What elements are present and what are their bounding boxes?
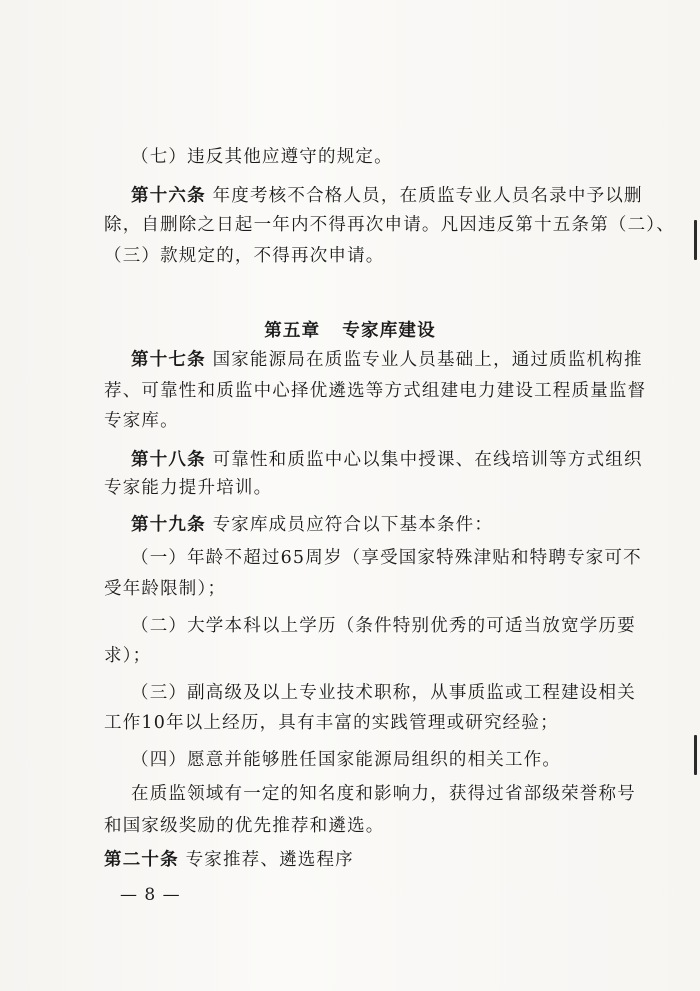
- item-one-line-2: 受年龄限制）；: [104, 579, 227, 599]
- binder-mark-top: [694, 220, 697, 260]
- article-19-title: 第十九条: [131, 515, 206, 535]
- article-19-line-1: [131, 514, 493, 536]
- article-18-title: 第十八条: [131, 450, 206, 470]
- article-16-line-3: （三）款规定的，不得再次申请。: [104, 246, 385, 266]
- article-18-line-1: [131, 449, 643, 471]
- article-18-text: 可靠性和质监中心以集中授课、在线培训等方式组织: [212, 450, 643, 470]
- article-19-text: 专家库成员应符合以下基本条件：: [212, 515, 494, 535]
- paragraph-line-2: 和国家级奖励的优先推荐和遴选。: [104, 816, 385, 836]
- article-16-line-2: 除，自删除之日起一年内不得再次申请。凡因违反第十五条第（二）、: [104, 215, 675, 235]
- chapter-title: [0, 317, 700, 342]
- paragraph-line-1: 在质监领域有一定的知名度和影响力，获得过省部级荣誉称号: [131, 784, 636, 804]
- article-17-text: 国家能源局在质监专业人员基础上，通过质监机构推: [212, 350, 643, 370]
- item-three-line-1: （三）副高级及以上专业技术职称，从事质监或工程建设相关: [131, 683, 636, 703]
- article-17-line-1: [131, 349, 643, 371]
- item-four-line-1: （四）愿意并能够胜任国家能源局组织的相关工作。: [131, 750, 562, 770]
- item-two-line-1: （二）大学本科以上学历（条件特别优秀的可适当放宽学历要: [131, 616, 636, 636]
- article-20-title: 第二十条: [104, 850, 179, 870]
- chapter-name: 专家库建设: [342, 321, 436, 341]
- item-one-line-1: （一）年龄不超过65周岁（享受国家特殊津贴和特聘专家可不: [131, 548, 642, 568]
- item-two-line-2: 求）；: [104, 646, 152, 666]
- chapter-number: 第五章: [264, 321, 321, 341]
- article-18-line-2: 专家能力提升培训。: [104, 478, 273, 498]
- article-20-text: 专家推荐、遴选程序: [185, 850, 354, 870]
- page-number: — 8 —: [120, 885, 181, 905]
- binder-mark-bottom: [694, 735, 697, 775]
- article-20-line-1: [104, 849, 354, 871]
- article-16-title: 第十六条: [131, 186, 206, 206]
- article-17-title: 第十七条: [131, 350, 206, 370]
- article-17-line-3: 专家库。: [104, 411, 179, 431]
- article-16-text: 年度考核不合格人员，在质监专业人员名录中予以删: [212, 186, 643, 206]
- item-seven: （七）违反其他应遵守的规定。: [131, 147, 393, 167]
- article-16-line-1: [131, 185, 643, 207]
- item-three-line-2: 工作10年以上经历，具有丰富的实践管理或研究经验；: [104, 713, 559, 733]
- article-17-line-2: 荐、可靠性和质监中心择优遴选等方式组建电力建设工程质量监督: [104, 381, 647, 401]
